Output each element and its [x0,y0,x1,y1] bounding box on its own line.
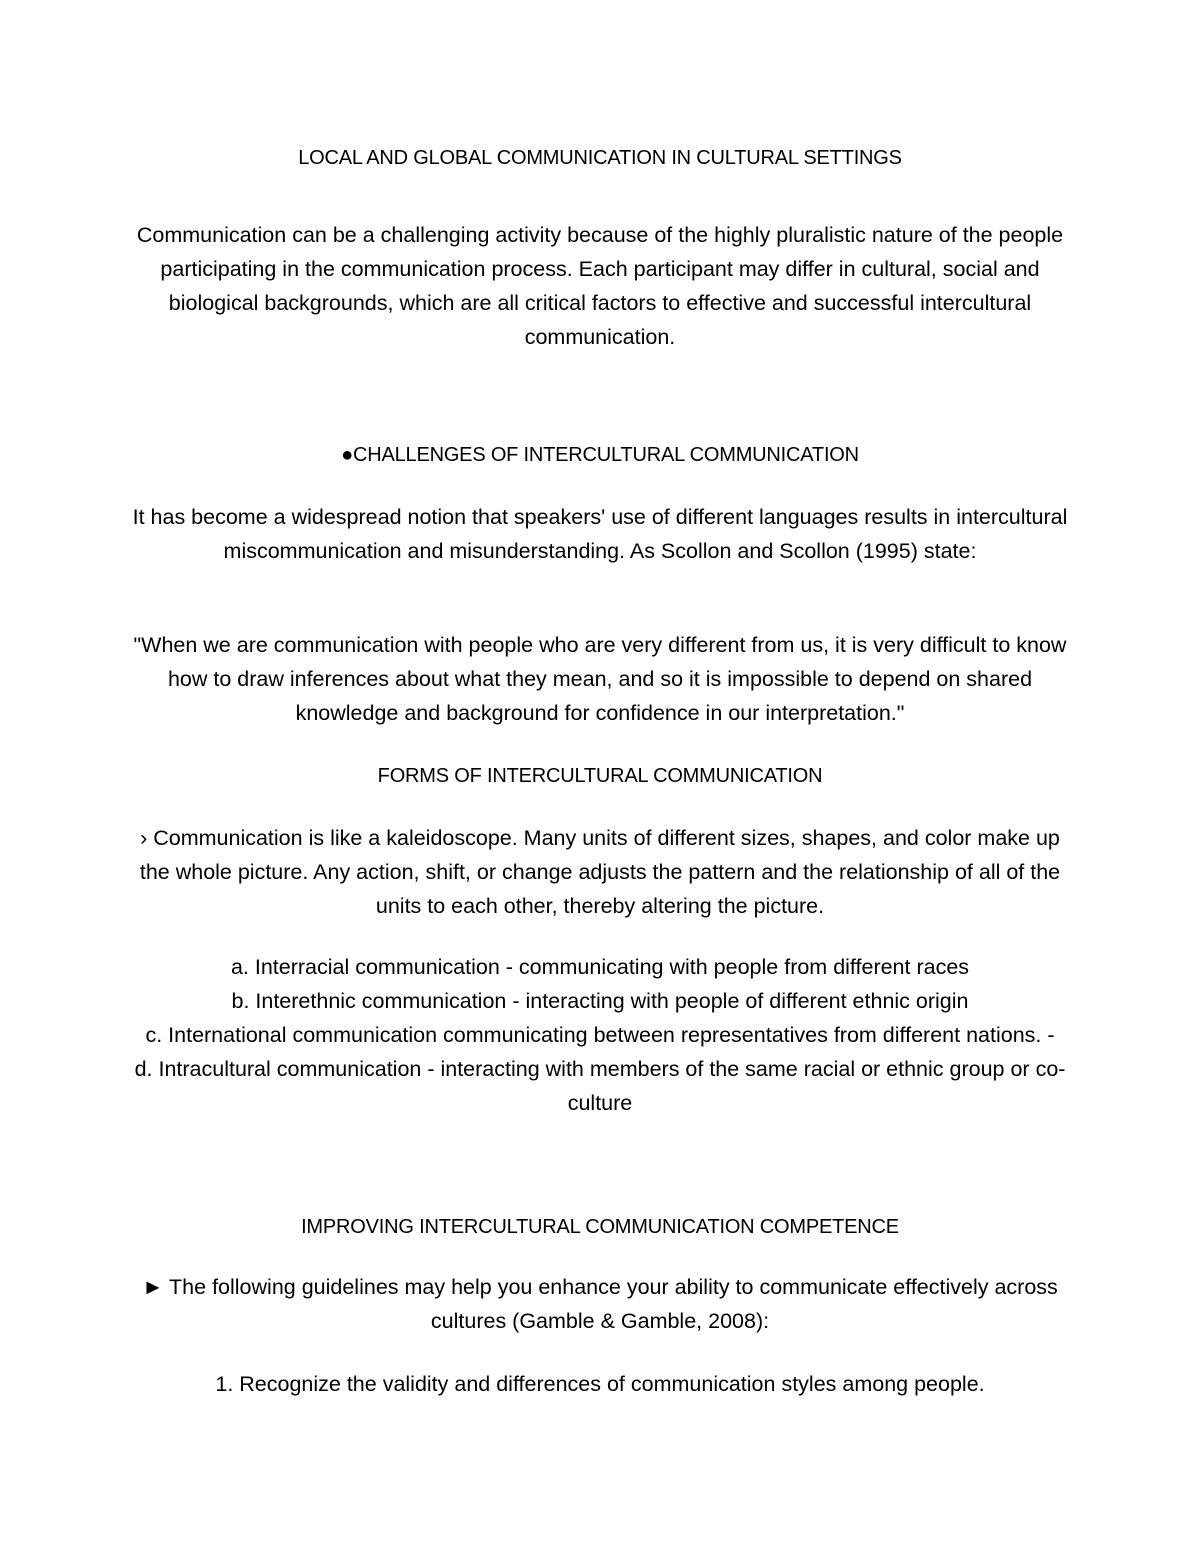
forms-list [130,950,1070,1120]
forms-paragraph-block [130,821,1070,923]
challenges-heading-block [130,438,1070,472]
improving-paragraph: ► The following guidelines may help you enhance your ability to communicate effectively across cultures (Gamble & Gamble, 2008): [142,1275,1058,1333]
improving-paragraph-block [130,1270,1070,1338]
scollon-quote: "When we are communication with people who are very different from us, it is very difficult to know how to draw inferences about what they mean, and so it is impossible to depend on shared knowledge and background for confidence in our interpretation." [133,633,1067,725]
improving-heading: IMPROVING INTERCULTURAL COMMUNICATION COMPETENCE [301,1216,899,1238]
list-item: a. Interracial communication - communicating with people from different races [230,955,970,979]
guideline-point-1: 1. Recognize the validity and differences of communication styles among people. [215,1372,985,1396]
forms-heading-block [130,759,1070,793]
list-item: c. International communication communicating between representatives from different nations. - [145,1023,1055,1047]
list-item: b. Interethnic communication - interacting with people of different ethnic origin [231,989,969,1013]
intro-paragraph: Communication can be a challenging activity because of the highly pluralistic nature of the people participating in the communication process. Each participant may differ in cultural, social and biological backgrounds, which are all critical factors to effective and successful intercultural communication. [136,223,1064,349]
quote-block [130,628,1070,730]
list-item: d. Intracultural communication - interacting with members of the same racial or ethnic group or co-culture [134,1057,1066,1115]
challenges-paragraph: It has become a widespread notion that speakers' use of different languages results in intercultural miscommunication and misunderstanding. As Scollon and Scollon (1995) state: [132,505,1068,563]
challenges-paragraph-block [130,500,1070,568]
forms-heading: FORMS OF INTERCULTURAL COMMUNICATION [377,765,823,787]
point-1-block [130,1367,1070,1401]
improving-heading-block [130,1210,1070,1244]
document-title-block [130,141,1070,175]
challenges-heading: ●CHALLENGES OF INTERCULTURAL COMMUNICATION [341,444,859,466]
forms-paragraph: › Communication is like a kaleidoscope. Many units of different sizes, shapes, and color make up the whole picture. Any action, shift, or change adjusts the pattern and the relationship of all of the units to each other, thereby altering the picture. [139,826,1061,918]
document-title: LOCAL AND GLOBAL COMMUNICATION IN CULTURAL SETTINGS [298,147,902,169]
intro-block [130,218,1070,354]
